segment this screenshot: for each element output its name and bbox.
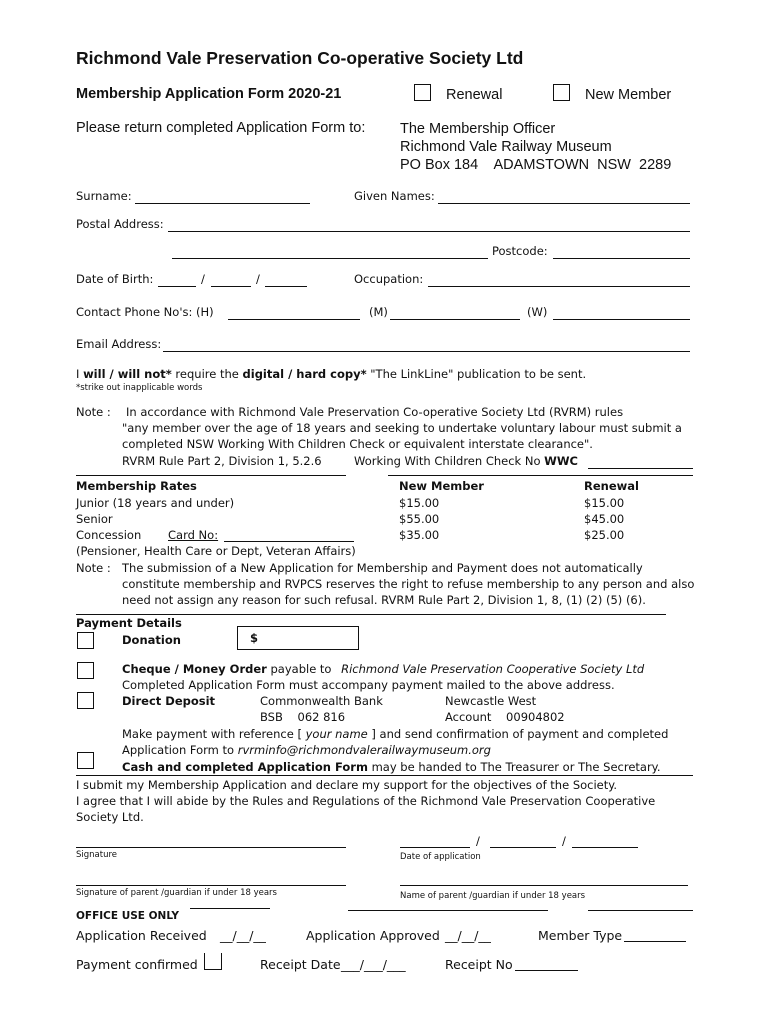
renewal-checkbox[interactable] [414, 84, 431, 101]
direct-deposit-label: Direct Deposit [122, 694, 216, 708]
cash-label: Cash and completed Application Form [122, 760, 368, 774]
card-no-label: Card No: [168, 528, 219, 542]
card-no-input[interactable] [224, 541, 354, 542]
note-2-line-3: need not assign any reason for such refusal. RVRM Rule Part 2, Division 1, 8, (1) (2) (5) (6). [122, 593, 646, 607]
work-label: (W) [527, 305, 548, 319]
note-2-line-2: constitute membership and RVPCS reserves the right to refuse membership to any person and also [122, 577, 695, 591]
application-date-separator-1: / [476, 834, 480, 848]
note-2-line-1: The submission of a New Application for Membership and Payment does not automatically [122, 561, 643, 575]
membership-rates-heading: Membership Rates [76, 479, 197, 493]
parent-name-input[interactable] [400, 885, 688, 886]
dob-year-input[interactable] [265, 286, 307, 287]
postcode-label: Postcode: [492, 244, 548, 258]
concession-note: (Pensioner, Health Care or Dept, Veteran Affairs) [76, 544, 356, 558]
mobile-label: (M) [369, 305, 388, 319]
application-approved-label: Application Approved [306, 928, 440, 943]
payment-reference-line [122, 727, 668, 741]
signature-input[interactable] [76, 847, 346, 848]
renewal-label: Renewal [446, 87, 503, 103]
mobile-phone-input[interactable] [390, 319, 520, 320]
return-address-line2: Richmond Vale Railway Museum [400, 139, 612, 155]
cheque-line-2: Completed Application Form must accompany payment mailed to the above address. [122, 678, 615, 692]
return-address-line3: PO Box 184 ADAMSTOWN NSW 2289 [400, 157, 672, 173]
new-member-label: New Member [585, 87, 672, 103]
dob-label: Date of Birth: [76, 272, 154, 286]
digital-hard-copy-option: digital / hard copy* [242, 367, 367, 381]
rate-senior-renewal: $45.00 [584, 512, 625, 526]
return-address [400, 120, 671, 174]
email-prefix: Application Form to [122, 743, 238, 757]
wwc-label-text: Working With Children Check No [354, 454, 541, 468]
member-type-input[interactable] [624, 941, 686, 942]
work-phone-input[interactable] [553, 319, 690, 320]
linkline-text-1: I [76, 367, 84, 381]
rate-junior-label: Junior (18 years and under) [76, 496, 235, 510]
parent-name-label: Name of parent /guardian if under 18 years [400, 891, 586, 901]
dollar-sign: $ [250, 631, 259, 645]
application-received-label: Application Received [76, 928, 207, 943]
application-approved-date[interactable]: __/__/__ [445, 928, 491, 943]
donation-amount-input[interactable] [237, 626, 359, 650]
home-phone-input[interactable] [228, 319, 360, 320]
application-day-input[interactable] [400, 847, 470, 848]
cheque-checkbox[interactable] [77, 662, 94, 679]
parent-signature-input[interactable] [76, 885, 346, 886]
donation-label: Donation [122, 633, 181, 647]
note-line-2: "any member over the age of 18 years and seeking to undertake voluntary labour must submit a [122, 421, 682, 435]
occupation-input[interactable] [428, 286, 690, 287]
return-address-line1: The Membership Officer [400, 121, 556, 137]
section-divider-4 [76, 775, 693, 776]
occupation-label: Occupation: [354, 272, 424, 286]
reference-text-1: Make payment with reference [ [122, 727, 306, 741]
linkline-text-2: require the [171, 367, 243, 381]
new-member-column-header: New Member [399, 479, 484, 493]
museum-email: rvrminfo@richmondvalerailwaymuseum.org [237, 743, 491, 757]
rate-concession-new: $35.00 [399, 528, 440, 542]
cash-line [122, 760, 661, 774]
wwc-label [354, 454, 578, 468]
note-2-label: Note : [76, 561, 111, 575]
payment-details-heading: Payment Details [76, 616, 182, 630]
application-month-input[interactable] [490, 847, 556, 848]
declaration-line-2: I agree that I will abide by the Rules and Regulations of the Richmond Vale Preservation Cooperative [76, 794, 656, 808]
postal-address-label: Postal Address: [76, 217, 164, 231]
member-type-label: Member Type [538, 928, 623, 943]
surname-input[interactable] [135, 203, 310, 204]
cheque-payee: Richmond Vale Preservation Cooperative Society Ltd [341, 662, 645, 676]
postal-address-input-2[interactable] [172, 258, 488, 259]
note-line-1: In accordance with Richmond Vale Preservation Co-operative Society Ltd (RVRM) rules [126, 405, 624, 419]
reference-your-name: your name [305, 727, 368, 741]
rate-concession-renewal: $25.00 [584, 528, 625, 542]
wwc-number-input[interactable] [588, 468, 693, 469]
rvrm-rule-reference: RVRM Rule Part 2, Division 1, 5.2.6 [122, 454, 322, 468]
rate-concession-label: Concession [76, 528, 142, 542]
email-label: Email Address: [76, 337, 162, 351]
note-label: Note : [76, 405, 111, 419]
contact-phone-label: Contact Phone No's: (H) [76, 305, 214, 319]
account-number: Account 00904802 [445, 710, 565, 724]
payment-confirmed-label: Payment confirmed [76, 957, 198, 972]
linkline-preference [76, 367, 586, 381]
dob-month-input[interactable] [211, 286, 251, 287]
office-divider-1 [190, 908, 270, 909]
cheque-money-order-label: Cheque / Money Order [122, 662, 267, 676]
cash-text: may be handed to The Treasurer or The Secretary. [367, 760, 661, 774]
rate-junior-renewal: $15.00 [584, 496, 625, 510]
wwc-prefix: WWC [544, 454, 578, 468]
declaration-line-3: Society Ltd. [76, 810, 144, 824]
postcode-input[interactable] [553, 258, 690, 259]
renewal-column-header: Renewal [584, 479, 639, 493]
return-instruction: Please return completed Application Form to: [76, 120, 366, 136]
bank-branch: Newcastle West [445, 694, 537, 708]
office-use-heading: OFFICE USE ONLY [76, 910, 180, 922]
receipt-date-label: Receipt Date [260, 957, 341, 972]
postal-address-input[interactable] [168, 231, 690, 232]
office-divider-3 [588, 910, 693, 911]
form-title: Membership Application Form 2020-21 [76, 86, 342, 102]
organisation-title: Richmond Vale Preservation Co-operative Society Ltd [76, 48, 524, 68]
strike-out-footnote: *strike out inapplicable words [76, 383, 203, 393]
donation-checkbox[interactable] [77, 632, 94, 649]
given-names-label: Given Names: [354, 189, 435, 203]
cheque-line-1 [122, 662, 644, 676]
dob-separator-1: / [201, 272, 205, 286]
direct-deposit-checkbox[interactable] [77, 692, 94, 709]
application-date-separator-2: / [562, 834, 566, 848]
section-divider [76, 475, 346, 476]
section-divider-2 [388, 475, 693, 476]
office-divider-2 [348, 910, 548, 911]
receipt-no-input[interactable] [515, 970, 578, 971]
new-member-checkbox[interactable] [553, 84, 570, 101]
dob-separator-2: / [256, 272, 260, 286]
dob-day-input[interactable] [158, 286, 196, 287]
rate-senior-label: Senior [76, 512, 113, 526]
application-received-date[interactable]: __/__/__ [220, 928, 266, 943]
date-of-application-label: Date of application [400, 852, 481, 862]
declaration-line-1: I submit my Membership Application and declare my support for the objectives of the Society. [76, 778, 618, 792]
payment-confirmed-checkbox[interactable] [204, 953, 222, 970]
rate-senior-new: $55.00 [399, 512, 440, 526]
application-year-input[interactable] [572, 847, 638, 848]
email-input[interactable] [163, 351, 690, 352]
section-divider-3 [76, 614, 666, 615]
bank-name: Commonwealth Bank [260, 694, 383, 708]
receipt-date-value[interactable]: ___/___/___ [341, 957, 406, 972]
will-will-not-option: will / will not* [83, 367, 172, 381]
receipt-no-label: Receipt No [445, 957, 513, 972]
cash-checkbox[interactable] [77, 752, 94, 769]
linkline-text-3: "The LinkLine" publication to be sent. [366, 367, 587, 381]
reference-text-2: ] and send confirmation of payment and completed [367, 727, 669, 741]
signature-label: Signature [76, 850, 118, 860]
bsb-number: BSB 062 816 [260, 710, 346, 724]
parent-signature-label: Signature of parent /guardian if under 18 years [76, 888, 277, 898]
given-names-input[interactable] [438, 203, 690, 204]
cheque-payable-text: payable to [266, 662, 336, 676]
payment-email-line [122, 743, 491, 757]
surname-label: Surname: [76, 189, 132, 203]
note-line-3: completed NSW Working With Children Check or equivalent interstate clearance". [122, 437, 593, 451]
rate-junior-new: $15.00 [399, 496, 440, 510]
